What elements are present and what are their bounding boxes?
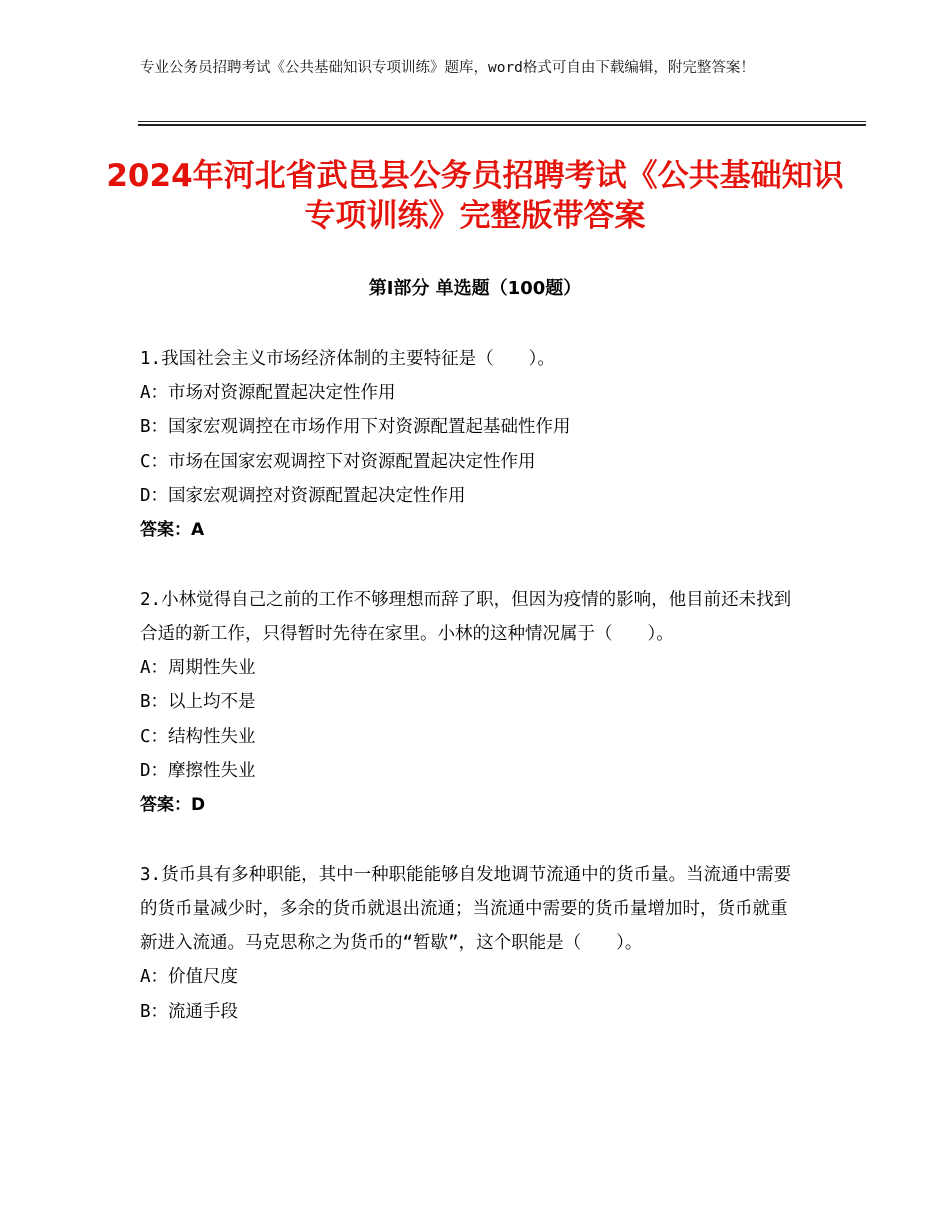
option-b: B：国家宏观调控在市场作用下对资源配置起基础性作用 (140, 417, 571, 438)
option-d: D：国家宏观调控对资源配置起决定性作用 (140, 485, 466, 506)
section-title: 第Ⅰ部分 单选题（100题） (368, 278, 582, 299)
question-stem: 1.我国社会主义市场经济体制的主要特征是（ ）。 (140, 349, 555, 369)
option-c: C：结构性失业 (140, 726, 256, 747)
header-divider (138, 121, 866, 122)
question-list (140, 342, 800, 1065)
option-a: A：价值尺度 (140, 967, 239, 988)
option-b: B：以上均不是 (140, 692, 256, 713)
option-a: A：市场对资源配置起决定性作用 (140, 383, 396, 403)
option-d: D：摩擦性失业 (140, 761, 256, 782)
option-a: A：周期性失业 (140, 658, 256, 679)
question-3 (140, 858, 800, 1029)
header-note: 专业公务员招聘考试《公共基础知识专项训练》题库，word格式可自由下载编辑，附完整答案！ (140, 60, 755, 76)
header-divider-thick (138, 124, 866, 126)
question-stem: 2.小林觉得自己之前的工作不够理想而辞了职，但因为疫情的影响，他目前还未找到合适的新工作，只得暂时先待在家里。小林的这种情况属于（ ）。 (140, 590, 792, 645)
question-2 (140, 583, 800, 822)
option-b: B：流通手段 (140, 1001, 239, 1022)
answer: 答案：D (140, 795, 206, 816)
question-1 (140, 342, 800, 547)
question-stem: 3.货币具有多种职能，其中一种职能能够自发地调节流通中的货币量。当流通中需要的货币量减少时，多余的货币就退出流通；当流通中需要的货币量增加时，货币就重新进入流通。马克思称之为货币的“暂歇”，这个职能是（ ）。 (140, 865, 792, 954)
document-title: 2024年河北省武邑县公务员招聘考试《公共基础知识专项训练》完整版带答案 (106, 158, 844, 234)
answer: 答案：A (140, 520, 205, 541)
option-c: C：市场在国家宏观调控下对资源配置起决定性作用 (140, 451, 536, 472)
